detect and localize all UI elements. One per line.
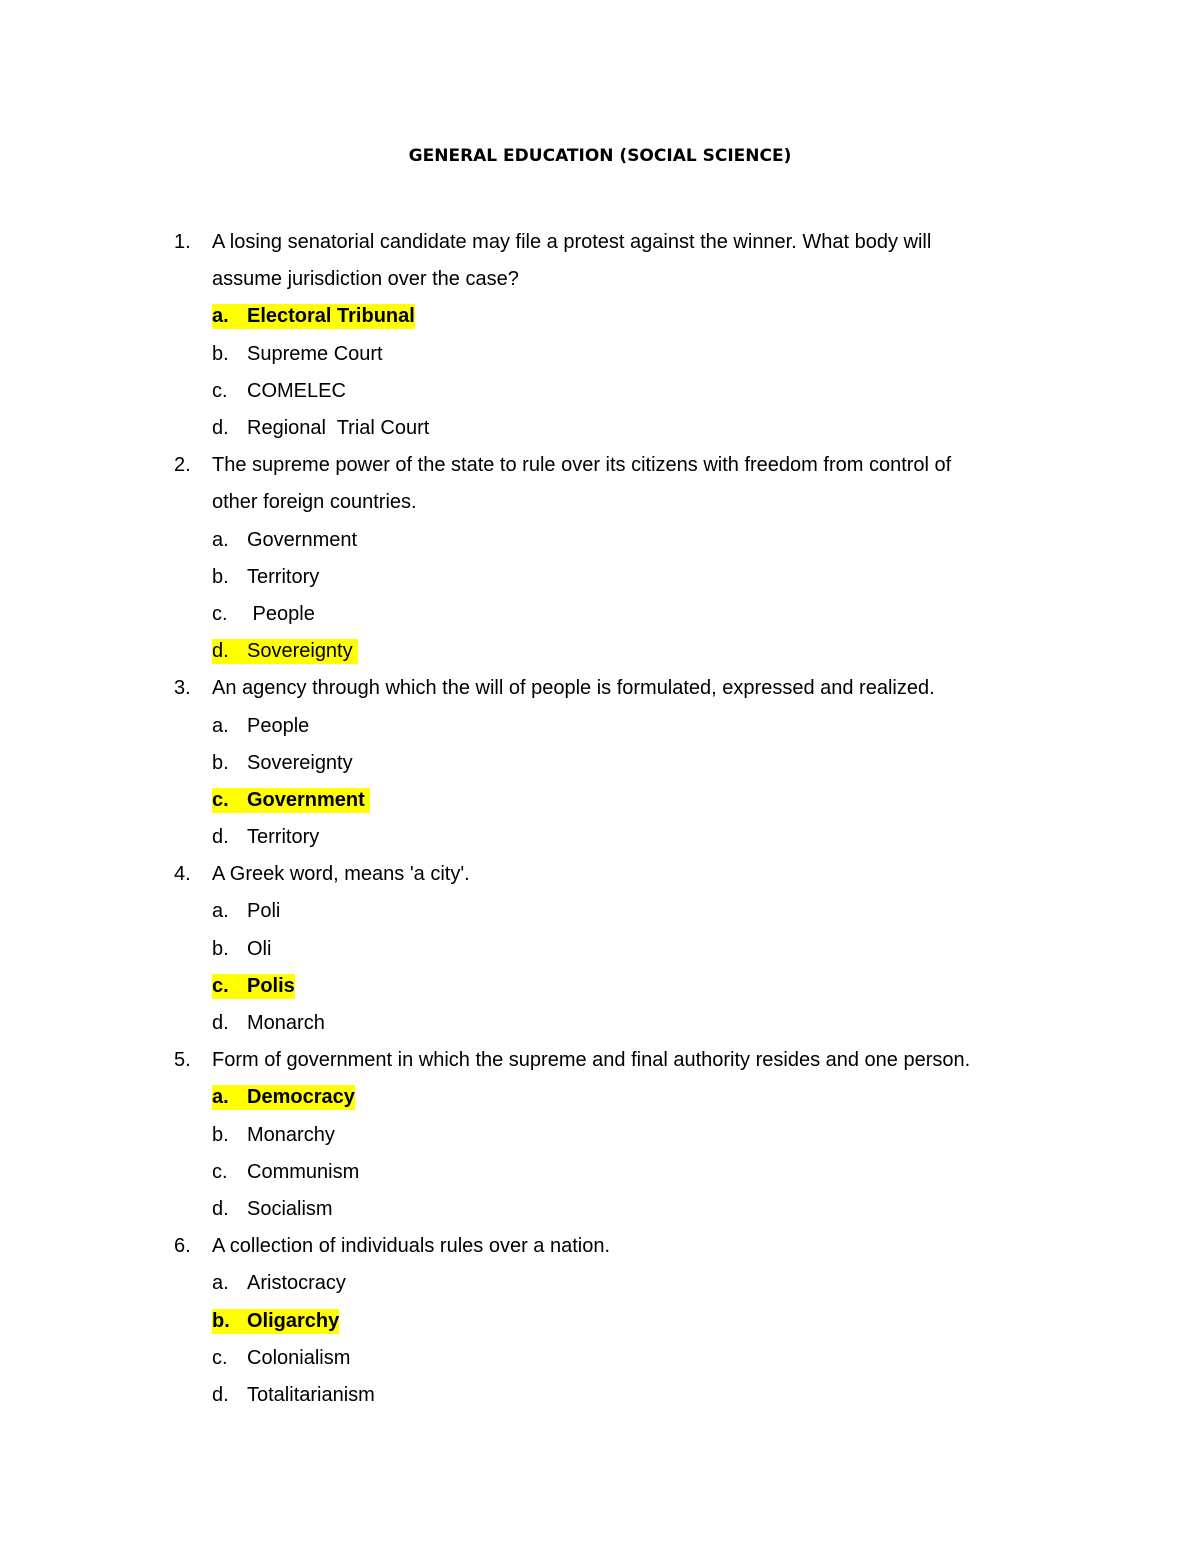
choice-text: People bbox=[247, 602, 315, 625]
choice-letter: c. bbox=[212, 379, 228, 402]
choice-text: Government bbox=[247, 788, 371, 811]
question-text: Form of government in which the supreme and final authority resides and one person. bbox=[212, 1049, 971, 1072]
choice-list bbox=[174, 1265, 1054, 1414]
choice-text: Oligarchy bbox=[247, 1309, 340, 1332]
answer-choice bbox=[174, 968, 1054, 1005]
choice-list bbox=[174, 522, 1054, 671]
choice-item bbox=[174, 819, 1054, 856]
question-text: A collection of individuals rules over a nation. bbox=[212, 1235, 611, 1258]
choice-letter: c. bbox=[212, 974, 229, 997]
choice-letter: b. bbox=[212, 751, 229, 774]
choice-content bbox=[212, 602, 315, 627]
choice-item bbox=[174, 336, 1054, 373]
choice-item bbox=[174, 708, 1054, 745]
choice-text: People bbox=[247, 714, 310, 737]
choice-item bbox=[174, 931, 1054, 968]
choice-letter: a. bbox=[212, 1086, 229, 1109]
choice-letter: a. bbox=[212, 714, 229, 737]
choice-item bbox=[174, 1191, 1054, 1228]
choice-letter: d. bbox=[212, 826, 229, 849]
choice-content bbox=[212, 528, 357, 553]
question-text-line bbox=[174, 670, 1054, 707]
choice-text: Territory bbox=[247, 565, 320, 588]
choice-list bbox=[174, 298, 1054, 447]
choice-content bbox=[212, 1346, 350, 1371]
choice-text: COMELEC bbox=[247, 379, 346, 402]
choice-item bbox=[174, 1377, 1054, 1414]
choice-letter: a. bbox=[212, 528, 229, 551]
choice-letter: b. bbox=[212, 565, 229, 588]
choice-content bbox=[212, 825, 319, 850]
choice-text: Monarch bbox=[247, 1012, 325, 1035]
choice-content bbox=[212, 1271, 346, 1296]
question-number: 1. bbox=[174, 231, 191, 253]
question-text-line bbox=[174, 261, 1054, 298]
choice-letter: c. bbox=[212, 1346, 228, 1369]
choice-text: Supreme Court bbox=[247, 342, 383, 365]
choice-item bbox=[174, 559, 1054, 596]
choice-text: Polis bbox=[247, 974, 295, 997]
choice-letter: a. bbox=[212, 1272, 229, 1295]
choice-item bbox=[174, 745, 1054, 782]
question-item bbox=[174, 224, 1054, 447]
choice-letter: a. bbox=[212, 305, 229, 328]
answer-highlight bbox=[212, 1309, 339, 1334]
question-number: 2. bbox=[174, 454, 191, 477]
choice-text: Communism bbox=[247, 1160, 360, 1183]
choice-content bbox=[212, 1123, 335, 1148]
choice-text: Totalitarianism bbox=[247, 1383, 375, 1406]
choice-text: Sovereignty bbox=[247, 751, 353, 774]
question-text-line bbox=[174, 484, 1054, 521]
answer-choice bbox=[174, 1079, 1054, 1116]
question-item bbox=[174, 670, 1054, 856]
choice-content bbox=[212, 1011, 325, 1036]
choice-letter: c. bbox=[212, 788, 229, 811]
choice-list bbox=[174, 1079, 1054, 1228]
choice-list bbox=[174, 708, 1054, 857]
choice-text: Electoral Tribunal bbox=[247, 305, 415, 328]
choice-text: Aristocracy bbox=[247, 1272, 346, 1295]
answer-choice bbox=[174, 633, 1054, 670]
choice-item bbox=[174, 596, 1054, 633]
answer-highlight bbox=[212, 974, 295, 999]
answer-highlight bbox=[212, 639, 358, 664]
answer-choice bbox=[174, 782, 1054, 819]
choice-text: Colonialism bbox=[247, 1346, 351, 1369]
choice-letter: b. bbox=[212, 937, 229, 960]
answer-highlight bbox=[212, 788, 370, 813]
choice-text: Socialism bbox=[247, 1197, 333, 1220]
choice-content bbox=[212, 751, 353, 776]
choice-item bbox=[174, 893, 1054, 930]
question-text-line bbox=[174, 856, 1054, 893]
choice-item bbox=[174, 1340, 1054, 1377]
choice-letter: d. bbox=[212, 416, 229, 439]
question-item bbox=[174, 1228, 1054, 1414]
question-text: assume jurisdiction over the case? bbox=[212, 268, 519, 291]
choice-letter: c. bbox=[212, 1160, 228, 1183]
question-text-line bbox=[174, 224, 1054, 261]
question-number: 4. bbox=[174, 863, 191, 886]
choice-text: Government bbox=[247, 528, 358, 551]
choice-content bbox=[212, 714, 309, 739]
choice-item bbox=[174, 373, 1054, 410]
choice-item bbox=[174, 1117, 1054, 1154]
choice-text: Sovereignty bbox=[247, 640, 359, 663]
choice-letter: a. bbox=[212, 900, 229, 923]
choice-letter: d. bbox=[212, 640, 229, 663]
choice-item bbox=[174, 1154, 1054, 1191]
choice-letter: b. bbox=[212, 1309, 230, 1332]
question-text: An agency through which the will of people is formulated, expressed and realized. bbox=[212, 677, 935, 700]
choice-item bbox=[174, 522, 1054, 559]
question-number: 3. bbox=[174, 677, 191, 700]
choice-content bbox=[212, 937, 271, 962]
choice-item bbox=[174, 1265, 1054, 1302]
question-text: other foreign countries. bbox=[212, 491, 417, 514]
question-text: The supreme power of the state to rule over its citizens with freedom from control of bbox=[212, 454, 952, 477]
choice-letter: d. bbox=[212, 1383, 229, 1406]
document-title: GENERAL EDUCATION (SOCIAL SCIENCE) bbox=[408, 146, 792, 166]
choice-item bbox=[174, 1005, 1054, 1042]
choice-text: Oli bbox=[247, 937, 272, 960]
answer-highlight bbox=[212, 1085, 355, 1110]
choice-text: Territory bbox=[247, 826, 320, 849]
choice-letter: b. bbox=[212, 342, 229, 365]
question-item bbox=[174, 447, 1054, 670]
question-text-line bbox=[174, 1228, 1054, 1265]
question-item bbox=[174, 1042, 1054, 1228]
question-text-line bbox=[174, 447, 1054, 484]
question-list bbox=[174, 224, 1054, 1414]
choice-list bbox=[174, 893, 1054, 1042]
choice-content bbox=[212, 342, 383, 367]
choice-text: Democracy bbox=[247, 1086, 355, 1109]
choice-text: Regional Trial Court bbox=[247, 416, 430, 439]
question-text: A losing senatorial candidate may file a protest against the winner. What body will bbox=[212, 231, 932, 253]
choice-content bbox=[212, 565, 319, 590]
question-number: 6. bbox=[174, 1235, 191, 1258]
answer-highlight bbox=[212, 304, 415, 329]
answer-choice bbox=[174, 1303, 1054, 1340]
choice-letter: c. bbox=[212, 602, 228, 625]
question-text: A Greek word, means 'a city'. bbox=[212, 863, 470, 886]
choice-content bbox=[212, 1160, 359, 1185]
choice-content bbox=[212, 1197, 333, 1222]
choice-text: Poli bbox=[247, 900, 281, 923]
choice-letter: d. bbox=[212, 1012, 229, 1035]
choice-content bbox=[212, 416, 429, 441]
choice-content bbox=[212, 899, 280, 924]
answer-choice bbox=[174, 298, 1054, 335]
question-text-line bbox=[174, 1042, 1054, 1079]
choice-letter: b. bbox=[212, 1123, 229, 1146]
question-item bbox=[174, 856, 1054, 1042]
choice-text: Monarchy bbox=[247, 1123, 335, 1146]
choice-letter: d. bbox=[212, 1197, 229, 1220]
question-number: 5. bbox=[174, 1049, 191, 1072]
choice-content bbox=[212, 379, 346, 404]
choice-content bbox=[212, 1383, 375, 1408]
choice-item bbox=[174, 410, 1054, 447]
